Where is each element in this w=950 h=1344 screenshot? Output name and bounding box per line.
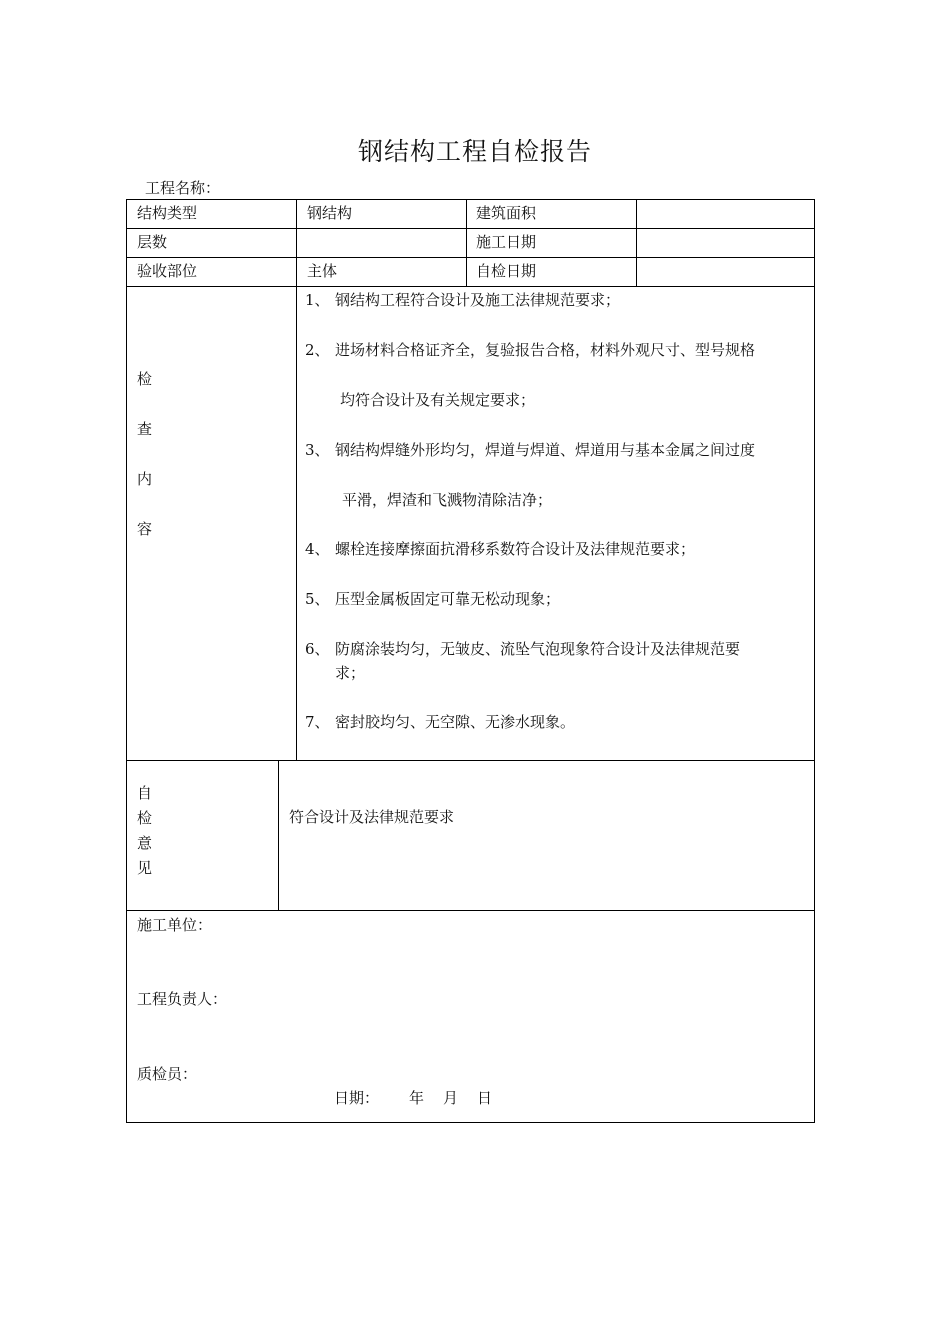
row-divider [127, 286, 814, 287]
structure-type-value: 钢结构 [307, 204, 353, 222]
date-year: 年 [409, 1089, 425, 1107]
item-number: 4、 [305, 540, 330, 558]
construction-date-label: 施工日期 [476, 233, 537, 251]
item-number: 5、 [305, 590, 330, 608]
inspection-item [305, 288, 620, 312]
item-text: 钢结构工程符合设计及施工法律规范要求； [335, 291, 621, 309]
building-area-label: 建筑面积 [476, 204, 537, 222]
inspection-item [305, 710, 575, 734]
item-text: 钢结构焊缝外形均匀，焊道与焊道、焊道用与基本金属之间过度 [335, 441, 756, 459]
inspection-item [305, 537, 695, 561]
date-label: 日期： [334, 1089, 380, 1107]
item-number: 7、 [305, 713, 330, 731]
project-leader-label: 工程负责人： [137, 990, 228, 1008]
col-divider [296, 286, 297, 760]
item-number: 3、 [305, 441, 330, 459]
inspection-item [305, 438, 755, 462]
structure-type-label: 结构类型 [137, 204, 198, 222]
inspection-item-continuation: 平滑，焊渣和飞溅物清除洁净； [342, 491, 553, 509]
col-divider [466, 200, 467, 286]
opinion-text: 符合设计及法律规范要求 [289, 808, 455, 826]
quality-inspector-label: 质检员： [137, 1065, 198, 1083]
inspection-label-char: 查 [137, 420, 153, 438]
acceptance-part-label: 验收部位 [137, 262, 198, 280]
item-text: 螺栓连接摩擦面抗滑移系数符合设计及法律规范要求； [335, 540, 696, 558]
item-text: 压型金属板固定可靠无松动现象； [335, 590, 561, 608]
inspection-label-char: 容 [137, 520, 153, 538]
inspection-item [305, 637, 740, 661]
item-number: 1、 [305, 291, 330, 309]
document-title: 钢结构工程自检报告 [357, 137, 592, 166]
col-divider [296, 200, 297, 286]
opinion-label-char: 自 [137, 784, 153, 802]
col-divider [278, 760, 279, 910]
inspection-form [126, 199, 815, 1123]
row-divider [127, 257, 814, 258]
item-number: 2、 [305, 341, 330, 359]
row-divider [127, 760, 814, 761]
opinion-label-char: 见 [137, 859, 153, 877]
inspection-item-continuation: 求； [335, 664, 366, 682]
inspection-item [305, 338, 755, 362]
floors-label: 层数 [137, 233, 168, 251]
inspection-item [305, 587, 560, 611]
item-text: 防腐涂装均匀，无皱皮、流坠气泡现象符合设计及法律规范要 [335, 640, 741, 658]
opinion-label-char: 意 [137, 834, 153, 852]
row-divider [127, 228, 814, 229]
self-check-date-label: 自检日期 [476, 262, 537, 280]
item-number: 6、 [305, 640, 330, 658]
inspection-label-char: 内 [137, 470, 153, 488]
inspection-label-char: 检 [137, 370, 153, 388]
item-text: 进场材料合格证齐全，复验报告合格，材料外观尺寸、型号规格 [335, 341, 756, 359]
opinion-label-char: 检 [137, 809, 153, 827]
construction-unit-label: 施工单位： [137, 916, 213, 934]
col-divider [636, 200, 637, 286]
acceptance-part-value: 主体 [307, 262, 338, 280]
item-text: 密封胶均匀、无空隙、无渗水现象。 [335, 713, 576, 731]
date-month: 月 [443, 1089, 459, 1107]
row-divider [127, 910, 814, 911]
inspection-item-continuation: 均符合设计及有关规定要求； [340, 391, 536, 409]
project-name-label: 工程名称： [145, 179, 221, 197]
date-day: 日 [477, 1089, 493, 1107]
